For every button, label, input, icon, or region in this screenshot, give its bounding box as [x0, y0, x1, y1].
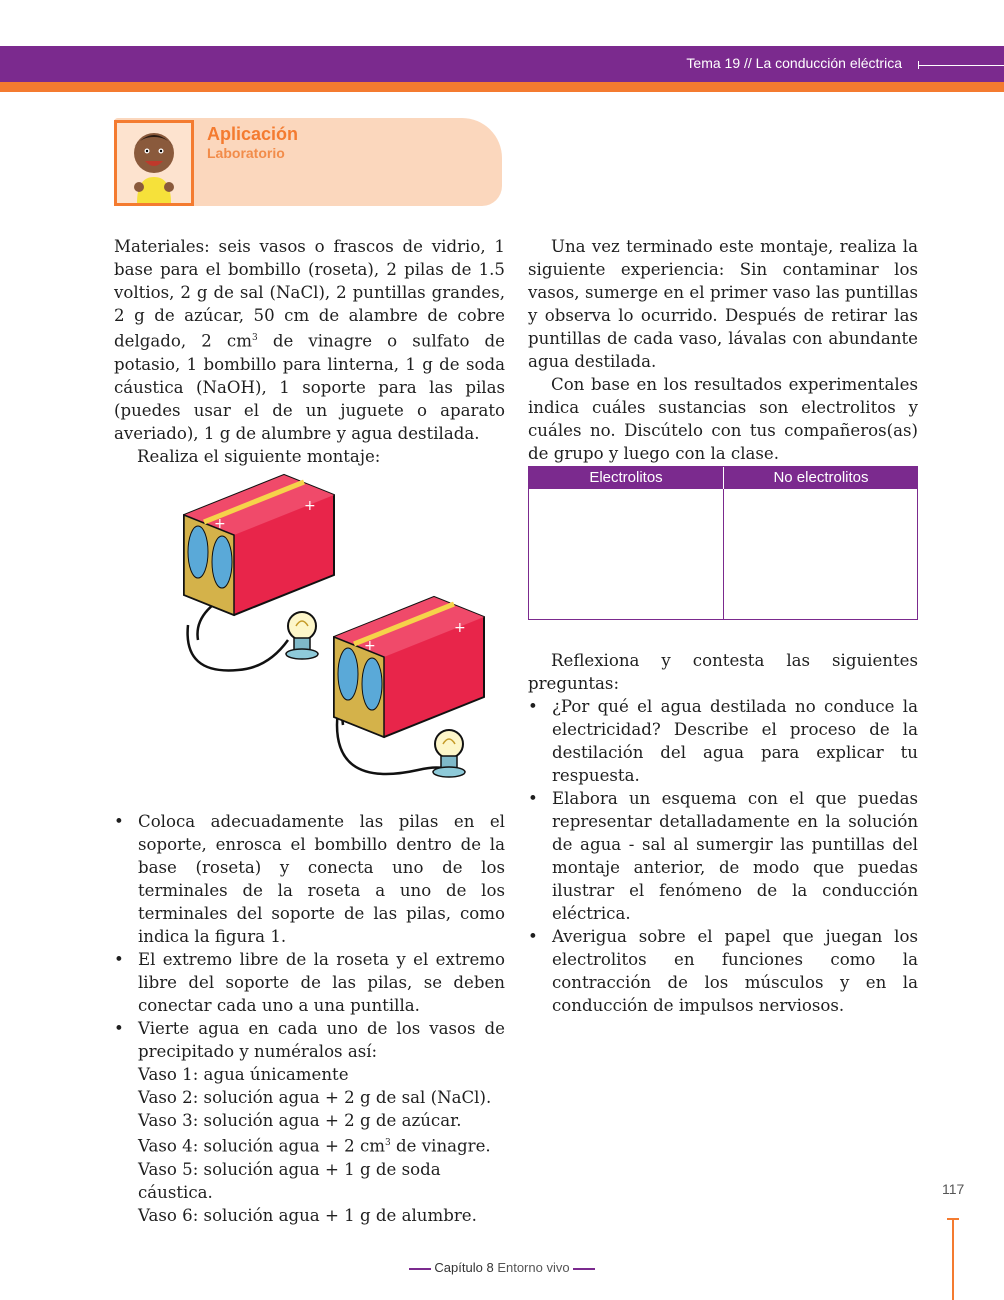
table-header-divider: [723, 467, 724, 489]
vaso-line: Vaso 3: solución agua + 2 g de azúcar.: [138, 1111, 462, 1130]
vaso-line: Vaso 2: solución agua + 2 g de sal (NaCl).: [138, 1088, 492, 1107]
right-column: [528, 235, 918, 465]
materials-text: Materiales: seis vasos o frascos de vidrio, 1 base para el bombillo (roseta), 2 pilas de 1.5 voltios, 2 g de sal (NaCl), 2 puntillas grandes, 2 g de azúcar, 50 cm de alambre de cobre delgado, 2 cm: [114, 237, 505, 351]
header-accent-stripe: [0, 82, 1004, 92]
table-header-electrolitos: Electrolitos: [589, 469, 663, 486]
reflexiona-block: [528, 649, 918, 695]
left-column: [114, 235, 505, 468]
aplicacion-banner: [114, 114, 504, 206]
header-line: [918, 65, 1004, 66]
instructions-list: [114, 810, 505, 1227]
table-divider: [723, 467, 724, 619]
list-item: • Coloca adecuadamente las pilas en el soporte, enrosca el bombillo dentro de la base (roseta) y conecta uno de los terminales de la roseta a uno de los terminales del soporte de las pilas, como indica la figura 1.: [114, 810, 505, 948]
footer-section: Entorno vivo: [497, 1260, 570, 1275]
superscript: 3: [385, 1138, 391, 1148]
results-paragraph: Con base en los resultados experimentales indica cuáles sustancias son electrolitos y cuáles no. Discútelo con tus compañeros(as) de grupo y luego con la clase.: [528, 375, 918, 463]
page-number: 117: [942, 1181, 965, 1197]
montaje-paragraph: Realiza el siguiente montaje:: [137, 446, 381, 466]
materials-text-end: de vinagre o sulfato de potasio, 1 bombillo para linterna, 1 g de soda cáustica (NaOH), 1 soporte para las pilas (puedes usar el de un juguete o aparato averiado), 1 g de alumbre y agua destilada.: [114, 331, 505, 443]
page-title: Tema 19 // La conducción eléctrica: [686, 55, 902, 71]
list-item: • ¿Por qué el agua destilada no conduce la electricidad? Describe el proceso de la destilación del agua para explicar tu respuesta.: [528, 695, 918, 787]
side-line: [952, 1218, 954, 1300]
list-item: • Averigua sobre el papel que juegan los electrolitos en funciones como la contracción de los músculos y en la conducción de impulsos nerviosos.: [528, 925, 918, 1017]
vaso-line: Vaso 6: solución agua + 1 g de alumbre.: [138, 1205, 477, 1225]
svg-text:+: +: [454, 620, 466, 636]
questions-list: [528, 695, 918, 1017]
banner-subtitle: Laboratorio: [207, 145, 285, 161]
footer-dash: [573, 1268, 595, 1270]
footer-dash: [409, 1268, 431, 1270]
electrolitos-table: [528, 466, 918, 620]
table-header-no-electrolitos: No electrolitos: [773, 469, 869, 486]
reflexiona-text: Reflexiona y contesta las siguientes preguntas:: [528, 651, 918, 693]
vaso-line: Vaso 5: solución agua + 1 g de soda cáustica.: [138, 1159, 441, 1202]
materials-paragraph: [114, 235, 505, 445]
svg-text:+: +: [364, 638, 376, 654]
experience-paragraph: Una vez terminado este montaje, realiza la siguiente experiencia: Sin contaminar los vasos, sumerge en el primer vaso las puntillas y observa lo ocurrido. Después de retirar las puntillas de cada vaso, lávalas con abundante agua destilada.: [528, 237, 918, 371]
vaso-text: Vaso 4: solución agua + 2 cm: [138, 1136, 386, 1156]
svg-text:+: +: [214, 516, 226, 532]
svg-text:+: +: [304, 498, 316, 514]
superscript: 3: [251, 333, 258, 343]
footer-chapter: Capítulo 8: [434, 1260, 494, 1275]
list-item: • Elabora un esquema con el que puedas representar detalladamente en la solución de agua - sal al sumergir las puntillas del montaje anterior, de modo que puedas ilustrar el fenómeno de la conducción eléctrica.: [528, 787, 918, 925]
student-avatar: [114, 120, 194, 206]
vaso-text-end: de vinagre.: [390, 1136, 491, 1156]
banner-title: Aplicación: [207, 124, 299, 144]
list-item: [114, 1017, 505, 1227]
vaso-line: Vaso 1: agua únicamente: [138, 1065, 349, 1084]
footer: [0, 1260, 1004, 1275]
list-item-text: Vierte agua en cada uno de los vasos de precipitado y numéralos así:: [138, 1019, 505, 1061]
battery-circuit-illustration: [178, 470, 498, 790]
vaso-line: [138, 1132, 505, 1158]
list-item: • El extremo libre de la roseta y el extremo libre del soporte de las pilas, se deben conectar cada uno a una puntilla.: [114, 948, 505, 1017]
